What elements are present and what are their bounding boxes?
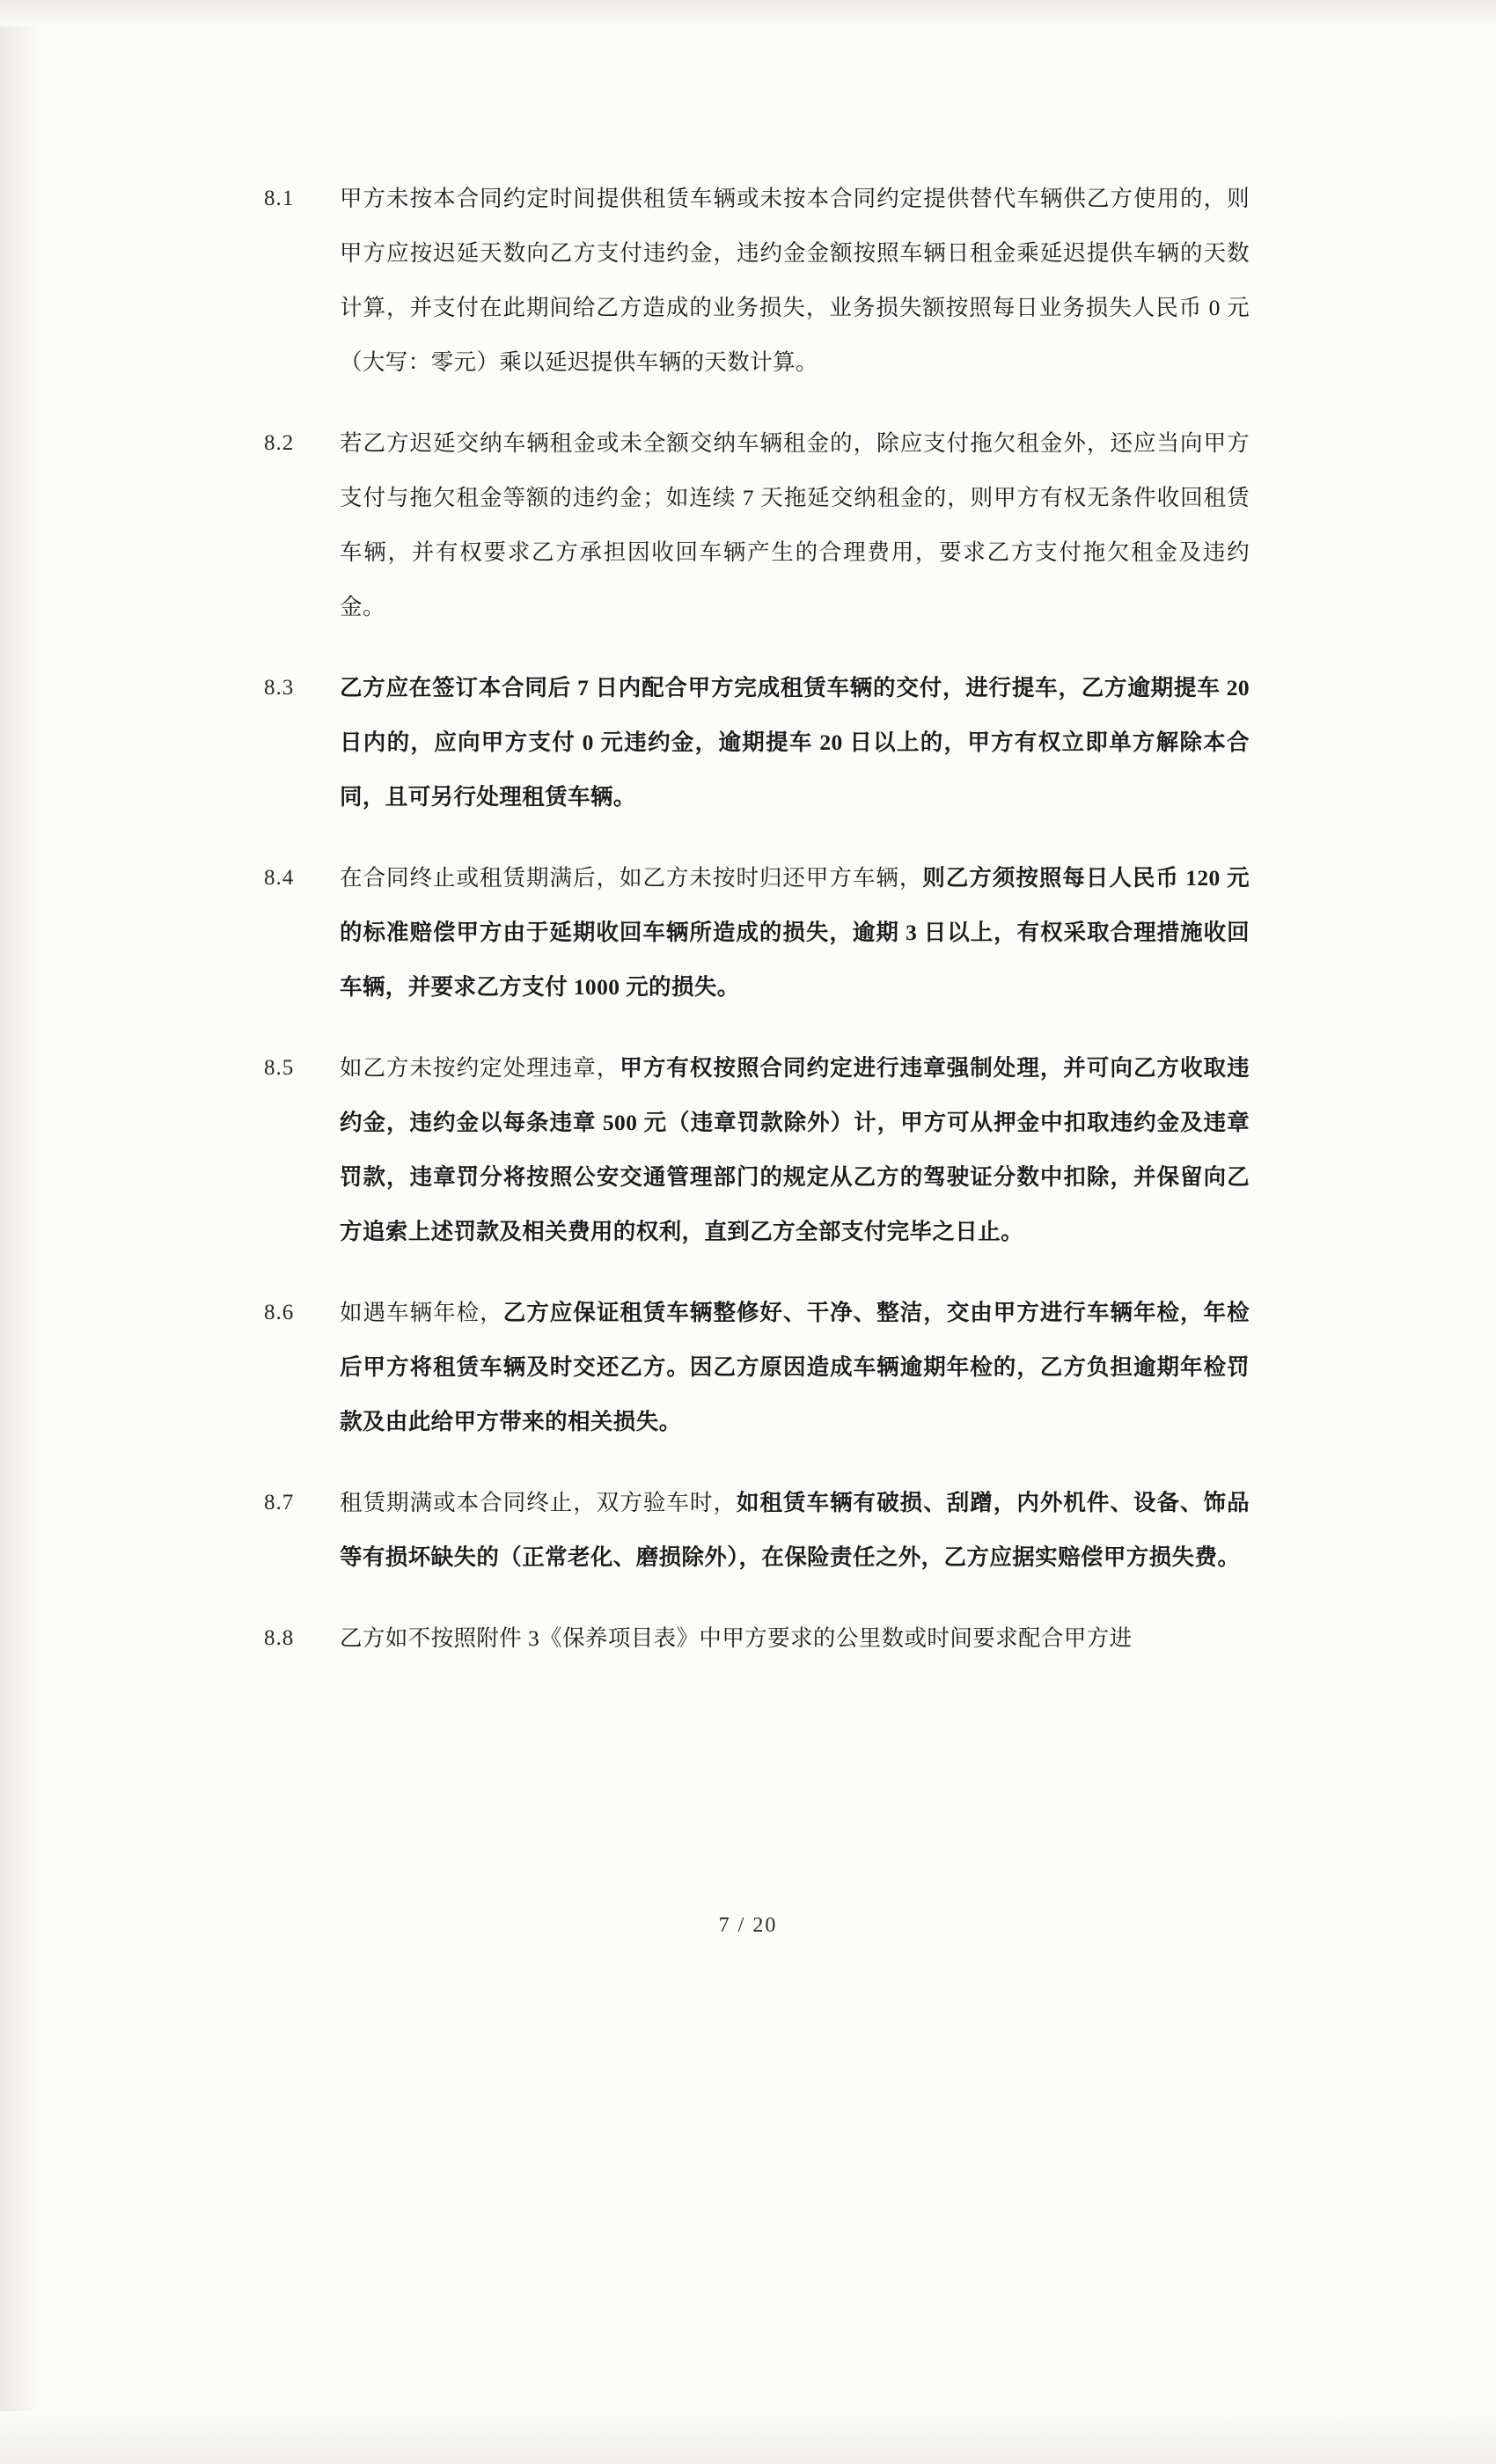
clause-item [264, 1476, 1250, 1585]
clause-number: 8.4 [264, 866, 295, 890]
clause-emphasis-text: 如租赁车辆有破损、刮蹭，内外机件、设备、饰品等有损坏缺失的（正常老化、磨损除外），在保险责任之外，乙方应据实赔偿甲方损失费。 [340, 1490, 1250, 1570]
clause-text [340, 1476, 1250, 1585]
clause-text: 若乙方迟延交纳车辆租金或未全额交纳车辆租金的，除应支付拖欠租金外，还应当向甲方支付与拖欠租金等额的违约金；如连续 7 天拖延交纳租金的，则甲方有权无条件收回租赁车辆，并有权要求乙方承担因收回车辆产生的合理费用，要求乙方支付拖欠租金及违约金。 [340, 430, 1250, 620]
clause-number: 8.8 [264, 1626, 295, 1650]
clause-lead-text: 如乙方未按约定处理违章， [340, 1055, 620, 1081]
clause-lead-text: 如遇车辆年检， [340, 1300, 503, 1325]
scan-edge-top [0, 0, 1496, 26]
clause-text [340, 1041, 1250, 1259]
clause-item [264, 1611, 1250, 1666]
clause-number: 8.2 [264, 431, 295, 455]
document-body [264, 172, 1250, 1692]
clause-number: 8.3 [264, 676, 295, 700]
clause-item [264, 1286, 1250, 1449]
scan-edge-left [0, 0, 42, 2464]
page-number-footer: 7 / 20 [718, 1914, 778, 1937]
clause-item [264, 172, 1250, 390]
clause-number: 8.6 [264, 1301, 295, 1324]
scan-edge-bottom [0, 2411, 1496, 2464]
clause-text [340, 851, 1250, 1015]
clause-item [264, 1041, 1250, 1259]
clause-text: 甲方未按本合同约定时间提供租赁车辆或未按本合同约定提供替代车辆供乙方使用的，则甲方应按迟延天数向乙方支付违约金，违约金金额按照车辆日租金乘延迟提供车辆的天数计算，并支付在此期间给乙方造成的业务损失，业务损失额按照每日业务损失人民币 0 元（大写：零元）乘以延迟提供车辆的天数计算。 [340, 186, 1250, 375]
clause-number: 8.5 [264, 1056, 295, 1080]
clause-text: 乙方如不按照附件 3《保养项目表》中甲方要求的公里数或时间要求配合甲方进 [340, 1625, 1133, 1651]
clause-item [264, 661, 1250, 825]
clause-text: 乙方应在签订本合同后 7 日内配合甲方完成租赁车辆的交付，进行提车，乙方逾期提车 20 日内的，应向甲方支付 0 元违约金，逾期提车 20 日以上的，甲方有权立即单方解除本合同，且可另行处理租赁车辆。 [340, 675, 1250, 810]
clause-emphasis-text: 乙方应保证租赁车辆整修好、干净、整洁，交由甲方进行车辆年检，年检后甲方将租赁车辆及时交还乙方。因乙方原因造成车辆逾期年检的，乙方负担逾期年检罚款及由此给甲方带来的相关损失。 [340, 1300, 1250, 1434]
clause-emphasis-text: 甲方有权按照合同约定进行违章强制处理，并可向乙方收取违约金，违约金以每条违章 500 元（违章罚款除外）计，甲方可从押金中扣取违约金及违章罚款，违章罚分将按照公安交通管理部门的规定从乙方的驾驶证分数中扣除，并保留向乙方追索上述罚款及相关费用的权利，直到乙方全部支付完毕之日止。 [340, 1055, 1250, 1244]
clause-lead-text: 租赁期满或本合同终止，双方验车时， [340, 1490, 737, 1515]
clause-emphasis-text: 则乙方须按照每日人民币 120 元的标准赔偿甲方由于延期收回车辆所造成的损失，逾期 3 日以上，有权采取合理措施收回车辆，并要求乙方支付 1000 元的损失。 [340, 865, 1250, 1000]
clause-item [264, 416, 1250, 634]
clause-item [264, 851, 1250, 1015]
clause-text [340, 1286, 1250, 1449]
clause-number: 8.1 [264, 187, 295, 210]
clause-lead-text: 在合同终止或租赁期满后，如乙方未按时归还甲方车辆， [340, 865, 923, 891]
clause-number: 8.7 [264, 1491, 295, 1514]
